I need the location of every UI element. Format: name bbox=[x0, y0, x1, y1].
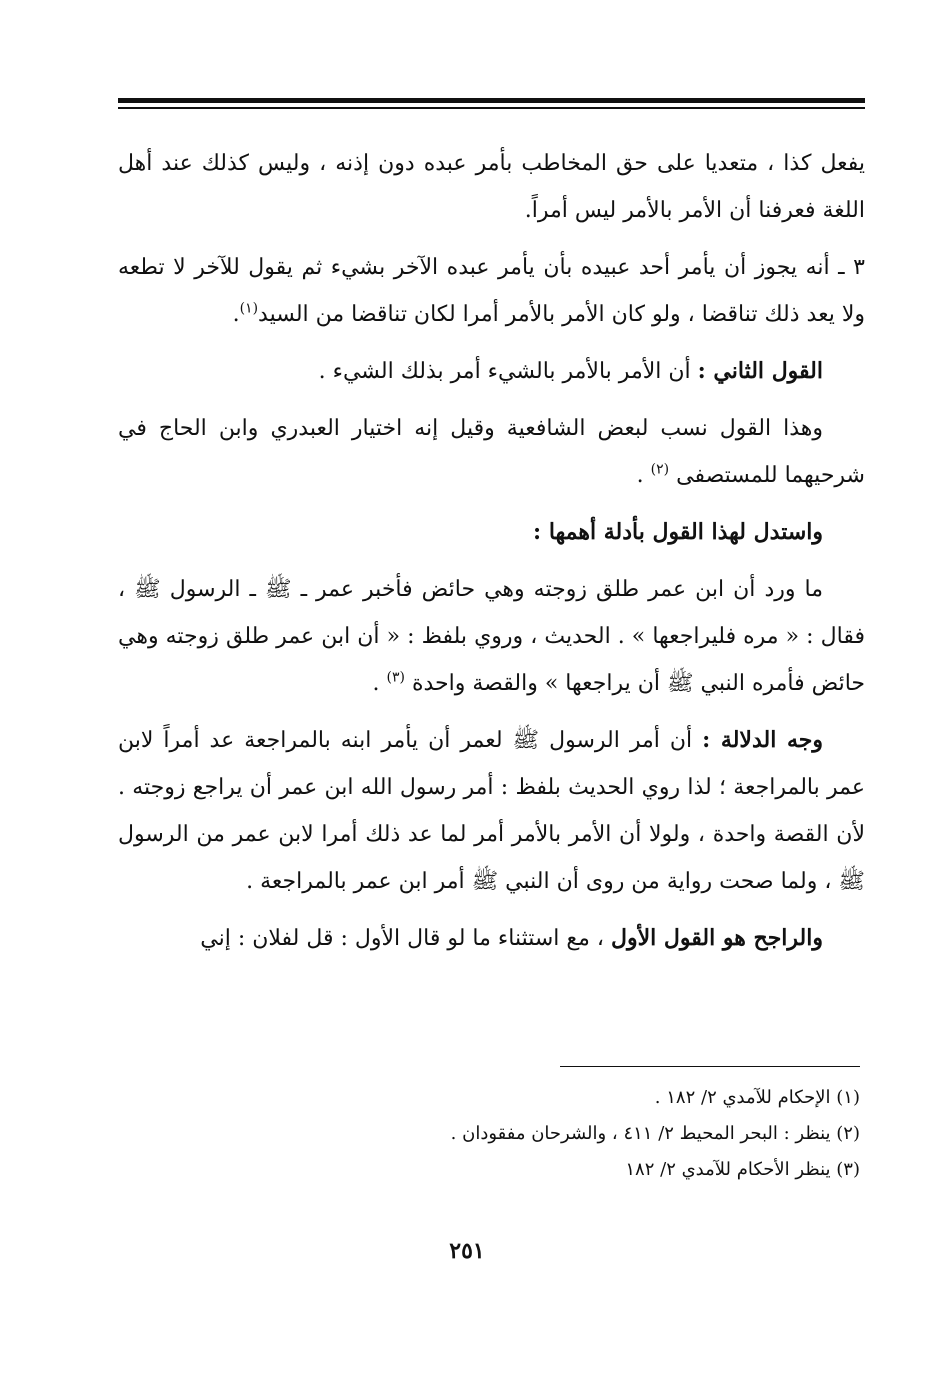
footnote-1: (١) الإحكام للآمدي ٢/ ١٨٢ . bbox=[654, 1087, 860, 1108]
evidence-heading: واستدل لهذا القول بأدلة أهمها : bbox=[533, 519, 823, 545]
footnote-3: (٣) ينظر الأحكام للآمدي ٢/ ١٨٢ bbox=[625, 1159, 860, 1180]
main-text bbox=[118, 140, 865, 972]
paragraph-7-text: أن أمر الرسول ﷺ لعمر أن يأمر ابنه بالمراجعة عد أمراً لابن عمر بالمراجعة ؛ لذا روي الحديث بلفظ : أمر رسول الله ابن عمر أن يراجع زوجته . لأن القصة واحدة ، ولولا أن الأمر بالأمر أمر لما عد ذلك أمرا لابن عمر من الرسول ﷺ ، ولما صحت رواية من روى أن النبي ﷺ أمر ابن عمر بالمراجعة . bbox=[118, 728, 865, 894]
paragraph-4 bbox=[118, 405, 865, 499]
paragraph-2-text: ٣ ـ أنه يجوز أن يأمر أحد عبيده بأن يأمر عبده الآخر بشيء ثم يقول للآخر لا تطعه ولا يعد ذلك تناقضا ، ولو كان الأمر بالأمر أمرا لكان تناقضا من السيد bbox=[118, 255, 865, 327]
footnote-separator bbox=[560, 1066, 860, 1067]
footnote-2: (٢) ينظر : البحر المحيط ٢/ ٤١١ ، والشرحان مفقودان . bbox=[450, 1123, 860, 1144]
paragraph-8 bbox=[118, 915, 865, 962]
paragraph-2-end: . bbox=[232, 302, 240, 327]
evidence-point-heading: وجه الدلالة : bbox=[702, 727, 823, 753]
paragraph-3-text: أن الأمر بالأمر بالشيء أمر بذلك الشيء . bbox=[318, 359, 698, 384]
footnotes bbox=[118, 1080, 860, 1188]
paragraph-4-text: وهذا القول نسب لبعض الشافعية وقيل إنه اختيار العبدري وابن الحاج في شرحيهما للمستصفى bbox=[118, 416, 865, 488]
paragraph-3 bbox=[118, 348, 865, 395]
second-opinion-heading: القول الثاني : bbox=[697, 358, 823, 384]
footnote-ref-2: (٢) bbox=[650, 461, 670, 478]
paragraph-6 bbox=[118, 566, 865, 707]
paragraph-8-text: ، مع استثناء ما لو قال الأول : قل لفلان : إني bbox=[200, 926, 611, 951]
header-rule-thin bbox=[118, 107, 865, 109]
preferred-opinion-heading: والراجح هو القول الأول bbox=[611, 925, 823, 951]
paragraph-1: يفعل كذا ، متعديا على حق المخاطب بأمر عبده دون إذنه ، وليس كذلك عند أهل اللغة فعرفنا أن الأمر بالأمر ليس أمراً. bbox=[118, 151, 865, 223]
page-number: ٢٥١ bbox=[449, 1238, 485, 1264]
paragraph-4-end: . bbox=[636, 463, 651, 488]
footnote-ref-1: (١) bbox=[239, 300, 259, 317]
paragraph-2 bbox=[118, 244, 865, 338]
paragraph-7 bbox=[118, 717, 865, 905]
paragraph-6-text: ما ورد أن ابن عمر طلق زوجته وهي حائض فأخبر عمر ـ ﷺ ـ الرسول ﷺ ، فقال : « مره فليراجعها » . الحديث ، وروي بلفظ : « أن ابن عمر طلق زوجته وهي حائض فأمره النبي ﷺ أن يراجعها » والقصة واحدة bbox=[118, 577, 865, 696]
footnote-ref-3: (٣) bbox=[386, 669, 405, 686]
header-rule-thick bbox=[118, 98, 865, 103]
paragraph-6-end: . bbox=[372, 671, 387, 696]
